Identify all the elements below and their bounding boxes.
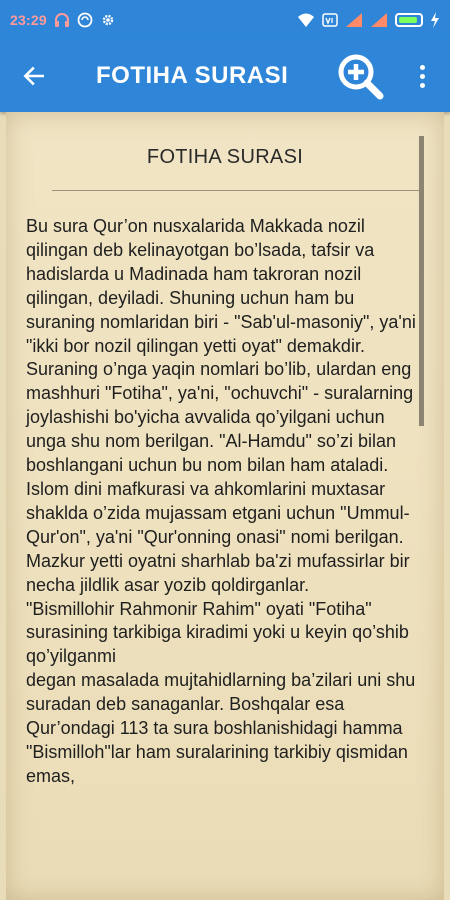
vpn-icon <box>77 12 93 28</box>
app-bar-title: FOTIHA SURASI <box>96 62 289 89</box>
volte-icon <box>322 12 338 28</box>
back-button[interactable] <box>12 54 56 98</box>
paragraph-3: "Bismillohir Rahmonir Rahim" oyati "Fotiha" surasining tarkibiga kiradimi yoki u keyin qo’shib qo’yilganmi <box>26 598 409 667</box>
zoom-button[interactable] <box>336 52 384 100</box>
overflow-menu-button[interactable] <box>410 60 434 92</box>
settings-icon <box>100 12 116 28</box>
paragraph-2: Suraning o’nga yaqin nomlari bo’lib, ulardan eng mashhuri "Fotiha", ya'ni, "ochuvchi" - suralarning joylashishi bo'yicha avvalida qo’yilgani uchun unga shu nom berilgan. "Al-Hamdu" so’zi bilan boshlangani uchun bu nom bilan ham ataladi. Islom dini mafkurasi va ahkomlarini muxtasar shaklda o’zida mujassam etgani uchun "Ummul-Qur'on", ya'ni "Qur'onning onasi" nomi berilgan. Mazkur yetti oyatni sharhlab ba'zi mufassirlar bir necha jildlik asar yozib qoldirganlar. <box>26 359 414 595</box>
wifi-icon <box>297 12 315 28</box>
surah-description <box>26 215 418 789</box>
scrollbar-thumb[interactable] <box>419 136 424 426</box>
signal-icon-2 <box>370 12 388 28</box>
app-bar <box>0 40 450 112</box>
paragraph-1: Bu sura Qur’on nusxalarida Makkada nozil qilingan deb kelinayotgan bo’lsada, tafsir va hadislarda u Madinada ham takroran nozil qilingan, deyiladi. Shuning uchun ham bu suraning nomlaridan biri - "Sab'ul-masoniy", ya'ni "ikki bor nozil qilingan yetti oyat" demakdir. <box>26 216 416 356</box>
battery-level-fill <box>399 17 417 23</box>
charging-icon <box>430 12 440 28</box>
content-scroll-area[interactable] <box>6 112 444 900</box>
title-divider <box>52 190 424 191</box>
signal-icon <box>345 12 363 28</box>
surah-title: FOTIHA SURASI <box>146 146 304 168</box>
headphones-icon <box>54 12 70 28</box>
status-bar <box>0 0 450 40</box>
status-time: 23:29 <box>10 12 47 28</box>
arrow-left-icon <box>21 63 47 89</box>
zoom-in-icon <box>336 52 384 100</box>
battery-icon <box>395 13 423 27</box>
more-vert-icon <box>420 65 425 70</box>
status-right <box>297 12 440 28</box>
status-left <box>10 12 116 28</box>
paragraph-4: degan masalada mujtahidlarning ba’zilari uni shu suradan deb sanaganlar. Boshqalar esa Qur’ondagi 113 ta sura boshlanishidagi hamma "Bismilloh"lar ham suralarining tarkibiy qismidan emas, <box>26 670 416 786</box>
